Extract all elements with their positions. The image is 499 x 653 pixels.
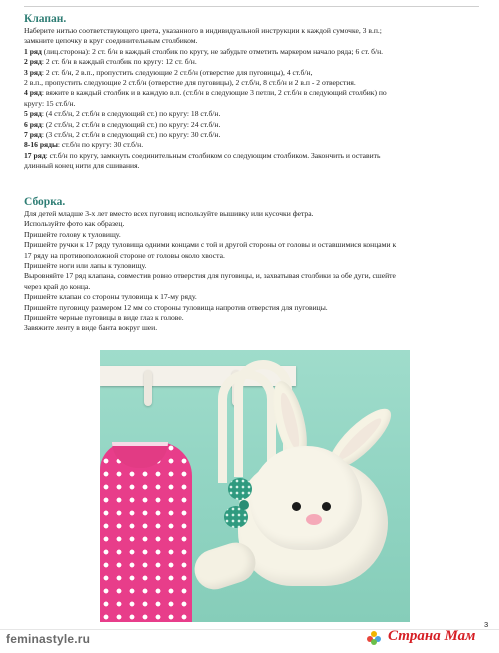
klapan-line: 17 ряд: ст.б/н по кругу, замкнуть соединительным столбиком со следующим столбиком. Закончить и оставить bbox=[24, 150, 381, 160]
klapan-line: 3 ряд: 2 ст. б/н, 2 в.п., пропустить следующие 2 ст.б/н (отверстие для пуговицы), 4 ст.б/н, bbox=[24, 67, 313, 77]
klapan-line: 4 ряд: вяжите в каждый столбик и в каждую в.п. (ст.б/н в следующие 3 петли, 2 ст.б/н в следующий столбик) по bbox=[24, 88, 387, 98]
klapan-line: 1 ряд (лиц.сторона): 2 ст. б/н в каждый столбик по кругу, не забудьте отметить маркером начало ряда; 6 ст. б/н. bbox=[24, 46, 384, 56]
sborka-line: Пришейте голову к туловищу. bbox=[24, 229, 121, 239]
wall-hook bbox=[144, 370, 152, 406]
section-klapan bbox=[24, 13, 486, 172]
footer-brand-logo: Страна Мам bbox=[388, 628, 476, 644]
sborka-line: Пришейте черные пуговицы в виде глаз к голове. bbox=[24, 313, 184, 323]
sborka-line: Пришейте ручки к 17 ряду туловища одними концами с той и другой стороны от головы и оставшимися концами к bbox=[24, 240, 397, 250]
sborka-line: через край до конца. bbox=[24, 281, 91, 291]
sborka-line: Для детей младше 3-х лет вместо всех пуговиц используйте вышивку или кусочки фетра. bbox=[24, 209, 314, 218]
klapan-line: 5 ряд: (4 ст.б/н, 2 ст.б/н в следующий ст.) по кругу: 18 ст.б/н. bbox=[24, 109, 221, 119]
page-number: 3 bbox=[484, 620, 489, 629]
bunny-eye bbox=[322, 502, 331, 511]
klapan-line: 6 ряд: (2 ст.б/н, 2 ст.б/н в следующий ст.) по кругу: 24 ст.б/н. bbox=[24, 119, 221, 129]
sborka-line: Используйте фото как образец. bbox=[24, 219, 125, 229]
sborka-line: 17 ряду на противоположной стороне от головы около хвоста. bbox=[24, 250, 225, 260]
klapan-line: длинный конец нити для сшивания. bbox=[24, 161, 140, 171]
bunny-nose bbox=[306, 514, 322, 525]
sborka-line: Пришейте ноги или лапы к туловищу. bbox=[24, 261, 147, 271]
top-divider bbox=[24, 6, 479, 7]
klapan-line: 2 ряд: 2 ст. б/н в каждый столбик по кругу: 12 ст. б/н. bbox=[24, 57, 197, 67]
section-title-klapan: Клапан. bbox=[24, 13, 67, 25]
bunny-head bbox=[250, 446, 362, 550]
klapan-line: 2 в.п., пропустить следующие 2 ст.б/н (отверстие для пуговицы), 2 ст.б/н, 8 ст.б/н и 2 в.п - 2 отверстия. bbox=[24, 78, 356, 88]
footer-site-name: feminastyle.ru bbox=[6, 632, 91, 646]
section-title-sborka: Сборка. bbox=[24, 196, 66, 208]
ribbon-knot bbox=[239, 500, 249, 510]
sborka-line: Пришейте пуговицу размером 12 мм со стороны туловища напротив отверстия для пуговицы. bbox=[24, 302, 328, 312]
klapan-line: 8-16 ряды: ст.б/н по кругу: 30 ст.б/н. bbox=[24, 140, 144, 150]
klapan-line: 7 ряд: (3 ст.б/н, 2 ст.б/н в следующий ст.) по кругу: 30 ст.б/н. bbox=[24, 130, 221, 140]
sborka-line: Завяжите ленту в виде банта вокруг шеи. bbox=[24, 323, 158, 333]
klapan-line: Наберите нитью соответствующего цвета, указанного в индивидуальной инструкции к каждой сумочке, 3 в.п.; bbox=[24, 26, 382, 35]
bunny-bag-photo bbox=[100, 350, 410, 622]
klapan-line: замкните цепочку в круг соединительным столбиком. bbox=[24, 36, 198, 46]
bunny-eye bbox=[292, 502, 301, 511]
klapan-line: кругу: 15 ст.б/н. bbox=[24, 98, 76, 108]
pink-dress bbox=[100, 442, 192, 622]
sborka-line: Пришейте клапан со стороны туловища к 17-му ряду. bbox=[24, 292, 197, 302]
sborka-line: Выровняйте 17 ряд клапана, совместив ровно отверстия для пуговицы, и, захватывая столбики за обе дуги, сшейте bbox=[24, 271, 396, 281]
section-sborka bbox=[24, 196, 486, 334]
ribbon-bow bbox=[228, 478, 252, 500]
flower-logo-icon bbox=[366, 630, 382, 646]
